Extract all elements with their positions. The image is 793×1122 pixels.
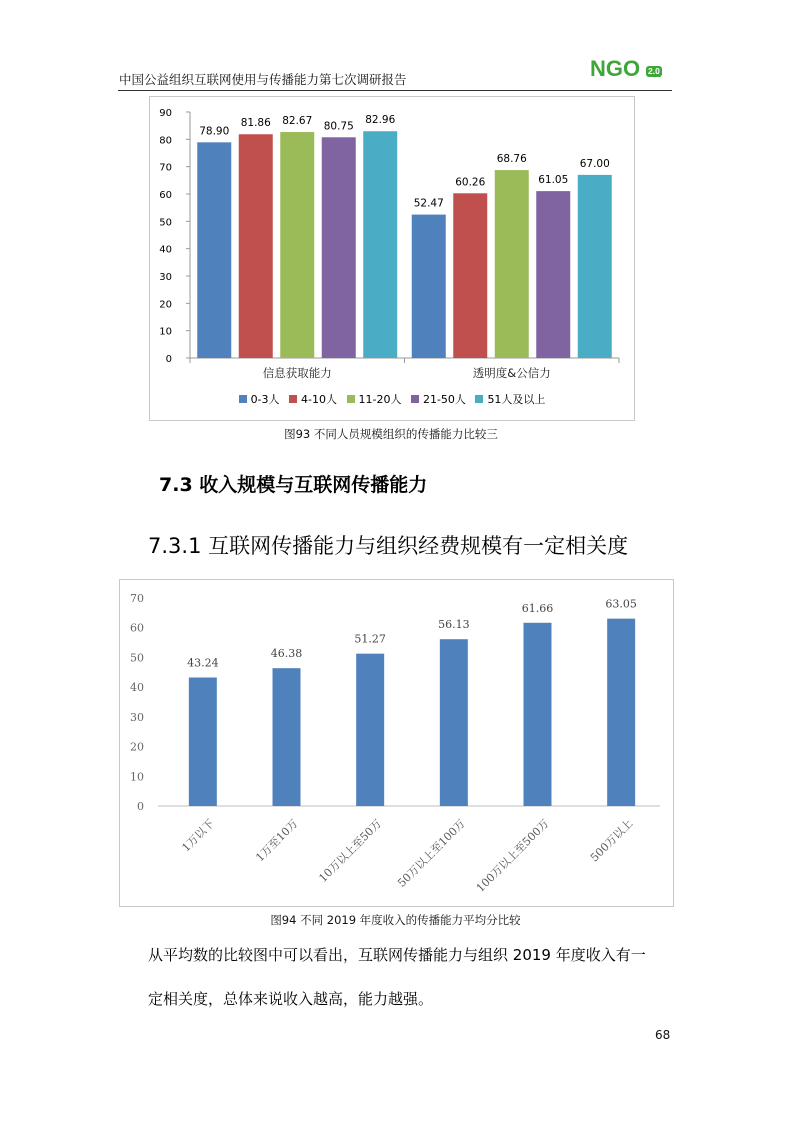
figure-93-chart [149,96,635,421]
y-tick-label: 50 [159,217,172,229]
y-tick-label: 10 [159,326,172,338]
bar-value-label: 52.47 [413,197,444,210]
body-paragraph-line-1: 从平均数的比较图中可以看出，互联网传播能力与组织 2019 年度收入有一 [148,946,646,964]
bar-value-label: 82.67 [282,115,313,128]
bar [440,639,468,806]
page-number: 68 [655,1028,671,1042]
x-category-label: 1万以下 [179,816,217,855]
legend-swatch [239,395,247,403]
x-category-label: 透明度&公信力 [472,366,551,380]
bar-value-label: 81.86 [240,117,271,130]
y-tick-label: 10 [130,770,144,784]
bar [363,131,397,358]
figure-94-chart [119,579,674,907]
bar [273,668,301,806]
y-tick-label: 50 [130,651,144,665]
x-category-label: 500万以上 [587,816,636,865]
legend-label: 51人及以上 [487,393,546,406]
y-tick-label: 20 [159,299,172,311]
x-category-label: 10万以上至50万 [316,816,385,885]
legend-label: 4-10人 [301,393,337,406]
legend-item [411,391,466,407]
y-tick-label: 70 [159,162,172,174]
x-category-label: 1万至10万 [253,816,301,865]
figure-94-plot [120,580,673,906]
bar-value-label: 80.75 [323,120,354,133]
section-heading: 7.3 收入规模与互联网传播能力 [159,474,428,496]
y-tick-label: 60 [130,621,144,635]
bar [536,191,570,358]
y-tick-label: 40 [159,244,172,256]
figure-94-caption: 图94 不同 2019 年度收入的传播能力平均分比较 [270,913,521,927]
legend-label: 11-20人 [358,393,402,406]
logo-badge: 2.0 [648,66,660,76]
y-tick-label: 30 [159,272,172,283]
bar-value-label: 51.27 [354,632,386,646]
header-rule [118,90,672,91]
ngo-logo [590,56,670,86]
subsection-heading: 7.3.1 互联网传播能力与组织经费规模有一定相关度 [148,534,629,558]
bar [189,678,217,806]
bar-value-label: 67.00 [579,157,610,170]
running-header-title: 中国公益组织互联网使用与传播能力第七次调研报告 [119,72,407,87]
legend-label: 21-50人 [422,393,466,406]
bar [453,193,487,358]
y-tick-label: 0 [165,354,172,365]
bar-value-label: 61.05 [538,174,569,187]
legend-item [239,391,280,407]
x-category-label: 50万以上至100万 [395,816,468,890]
y-tick-label: 30 [130,710,144,724]
bar [495,170,529,358]
bar [524,623,552,806]
legend-label: 0-3人 [250,393,280,406]
bar [197,142,231,358]
y-tick-label: 0 [137,800,144,813]
bar-value-label: 61.66 [521,601,554,615]
bar-value-label: 60.26 [455,176,486,189]
bar [239,134,273,358]
bar-value-label: 68.76 [496,153,527,166]
x-category-label: 信息获取能力 [262,366,332,380]
bar [356,654,384,806]
bar [578,175,612,358]
bar-value-label: 43.24 [187,656,219,670]
y-tick-label: 80 [159,135,172,147]
legend-item [289,391,337,407]
y-tick-label: 90 [159,108,172,119]
bar [322,137,356,358]
figure-93-caption: 图93 不同人员规模组织的传播能力比较三 [284,427,498,441]
bar-value-label: 46.38 [270,647,303,661]
y-tick-label: 70 [130,592,144,605]
bar-value-label: 82.96 [365,114,396,127]
legend-item [475,391,545,407]
legend-item [347,391,402,407]
x-category-label: 100万以上至500万 [473,816,552,895]
bar [412,215,446,358]
bar-value-label: 56.13 [438,618,470,632]
bar-value-label: 78.90 [199,125,230,138]
legend-swatch [411,395,419,403]
bar-value-label: 63.05 [605,597,637,611]
y-tick-label: 20 [130,740,144,754]
y-tick-label: 40 [130,681,144,695]
y-tick-label: 60 [159,190,172,201]
legend-swatch [475,395,483,403]
body-paragraph-line-2: 定相关度，总体来说收入越高，能力越强。 [148,990,434,1008]
figure-93-legend [150,391,634,407]
legend-swatch [347,395,355,403]
logo-text: NGO [590,56,641,81]
legend-swatch [289,395,297,403]
figure-93-plot [150,97,634,420]
bar [280,132,314,358]
bar [607,619,635,806]
